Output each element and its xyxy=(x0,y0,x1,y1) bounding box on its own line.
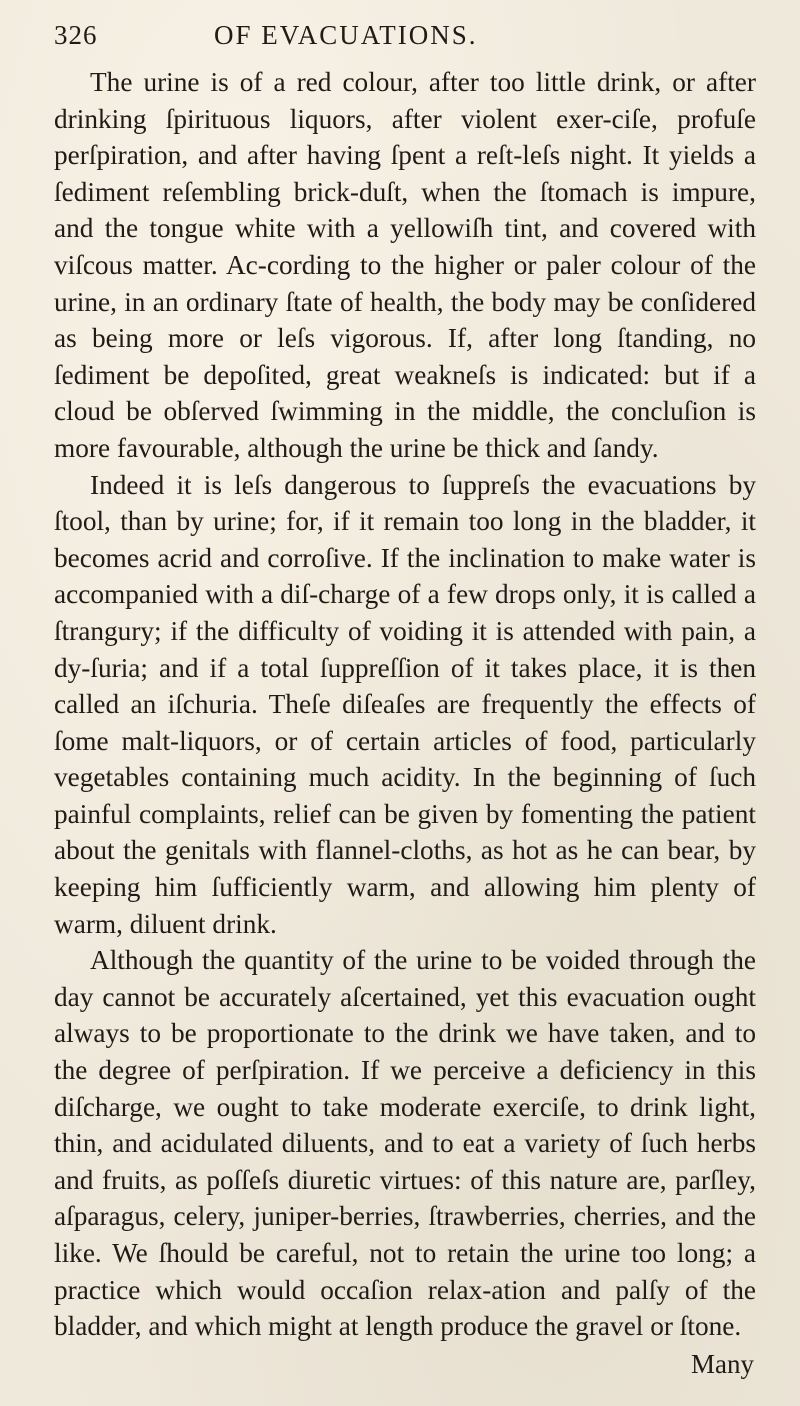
page-number: 326 xyxy=(54,20,98,50)
page-header xyxy=(54,20,756,64)
paragraph: Although the quantity of the urine to be voided through the day cannot be accurately aſcertained, yet this evacuation ought always to be proportionate to the drink we have taken, and to the degree of perſpiration. If we perceive a deficiency in this diſcharge, we ought to take moderate exerciſe, to drink light, thin, and acidulated diluents, and to eat a variety of ſuch herbs and fruits, as poſſeſs diuretic virtues: of this nature are, parſley, aſparagus, celery, juniper-berries, ſtrawberries, cherries, and the like. We ſhould be careful, not to retain the urine too long; a practice which would occaſion relax-ation and palſy of the bladder, and which might at length produce the gravel or ſtone. xyxy=(54,945,756,1342)
paragraph: The urine is of a red colour, after too little drink, or after drinking ſpirituous liquors, after violent exer-ciſe, profuſe perſpiration, and after having ſpent a reſt-leſs night. It yields a ſediment reſembling brick-duſt, when the ſtomach is impure, and the tongue white with a yellowiſh tint, and covered with viſcous matter. Ac-cording to the higher or paler colour of the urine, in an ordinary ſtate of health, the body may be conſidered as being more or leſs vigorous. If, after long ſtanding, no ſediment be depoſited, great weakneſs is indicated: but if a cloud be obſerved ſwimming in the middle, the concluſion is more favourable, although the urine be thick and ſandy. xyxy=(54,67,756,463)
paragraph: Indeed it is leſs dangerous to ſuppreſs the evacuations by ſtool, than by urine; for, if it remain too long in the bladder, it becomes acrid and corroſive. If the inclination to make water is accompanied with a diſ-charge of a few drops only, it is called a ſtrangury; if the difficulty of voiding it is attended with pain, a dy-ſuria; and if a total ſuppreſſion of it takes place, it is then called an iſchuria. Theſe diſeaſes are frequently the effects of ſome malt-liquors, or of certain articles of food, particularly vegetables containing much acidity. In the beginning of ſuch painful complaints, relief can be given by fomenting the patient about the genitals with flannel-cloths, as hot as he can bear, by keeping him ſufficiently warm, and allowing him plenty of warm, diluent drink. xyxy=(54,469,756,939)
body-text xyxy=(54,64,756,1345)
catchword: Many xyxy=(691,1348,754,1379)
running-head: OF EVACUATIONS. xyxy=(214,20,478,50)
